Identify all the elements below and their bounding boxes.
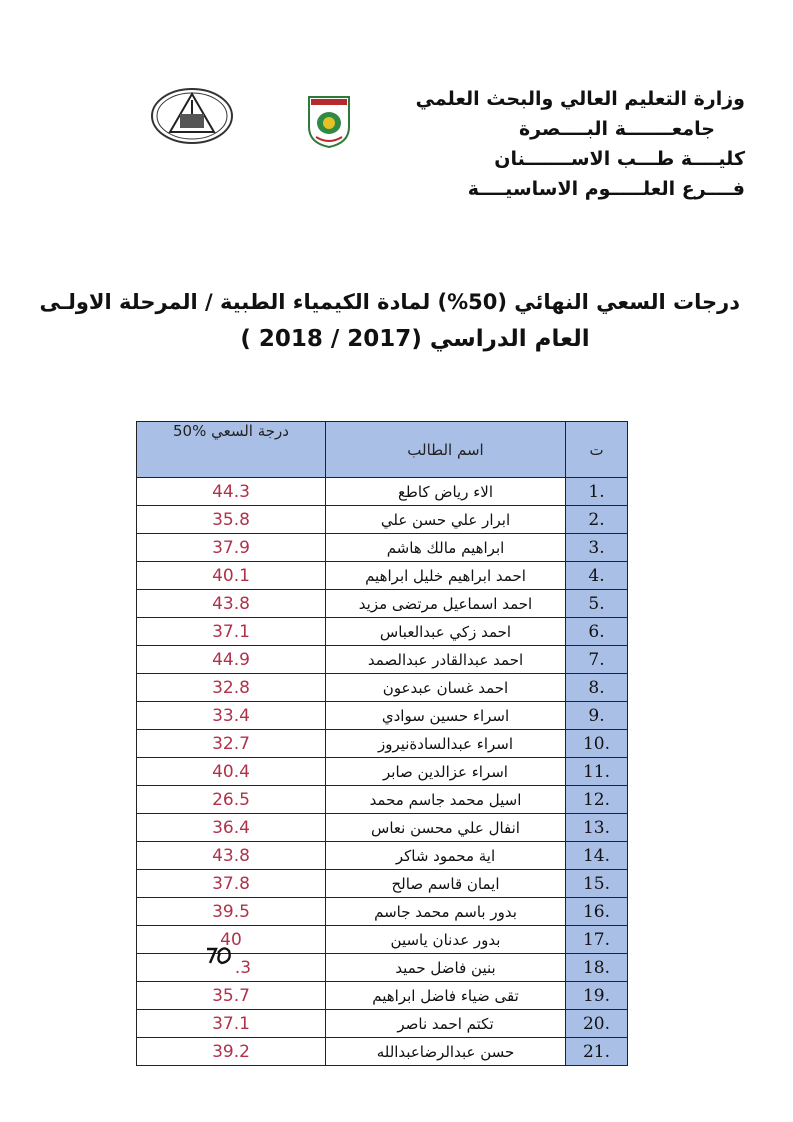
table-row	[137, 590, 628, 618]
row-number-cell: 19.	[566, 982, 628, 1010]
grade-cell: 43.8	[137, 590, 326, 618]
student-name-cell: الاء رياض كاطع	[326, 478, 566, 506]
grade-cell: 40	[137, 926, 326, 954]
grade-cell: 43.8	[137, 842, 326, 870]
table-row	[137, 1010, 628, 1038]
student-name-cell: احمد عبدالقادر عبدالصمد	[326, 646, 566, 674]
table-row	[137, 982, 628, 1010]
grade-cell: 26.5	[137, 786, 326, 814]
table-row	[137, 870, 628, 898]
row-number-cell: 11.	[566, 758, 628, 786]
grade-cell: 44.3	[137, 478, 326, 506]
table-header-row	[137, 422, 628, 478]
grade-cell: 32.8	[137, 674, 326, 702]
university-line: جامعـــــــة البــــصرة	[518, 118, 715, 140]
student-name-cell: ابرار علي حسن علي	[326, 506, 566, 534]
row-number-cell: 20.	[566, 1010, 628, 1038]
grades-table	[136, 421, 628, 1066]
grade-cell: 35.8	[137, 506, 326, 534]
academic-year: العام الدراسي (2017 / 2018 )	[240, 326, 590, 352]
grade-cell: 40.1	[137, 562, 326, 590]
institution-header	[415, 84, 745, 204]
row-number-cell: 5.	[566, 590, 628, 618]
row-number-cell: 9.	[566, 702, 628, 730]
row-number-cell: 18.	[566, 954, 628, 982]
grade-cell: 35.7	[137, 982, 326, 1010]
table-row	[137, 730, 628, 758]
grade-cell: 33.4	[137, 702, 326, 730]
table-row	[137, 898, 628, 926]
college-logo	[150, 86, 234, 146]
row-number-cell: 6.	[566, 618, 628, 646]
grade-cell: 39.5	[137, 898, 326, 926]
department-line: فــــرع العلـــــوم الاساسيــــة	[467, 178, 745, 200]
grade-cell: 36.4	[137, 814, 326, 842]
row-number-cell: 7.	[566, 646, 628, 674]
grade-cell: 37.8	[137, 870, 326, 898]
student-name-cell: بدور باسم محمد جاسم	[326, 898, 566, 926]
row-number-cell: 21.	[566, 1038, 628, 1066]
grade-cell: 37.1	[137, 618, 326, 646]
ministry-line: وزارة التعليم العالي والبحث العلمي	[415, 88, 745, 110]
student-name-cell: ايمان قاسم صالح	[326, 870, 566, 898]
grade-cell: 37.1	[137, 1010, 326, 1038]
table-row	[137, 1038, 628, 1066]
student-name-cell: اية محمود شاكر	[326, 842, 566, 870]
table-row	[137, 674, 628, 702]
university-emblem	[306, 93, 352, 149]
table-row	[137, 646, 628, 674]
grade-cell: 39.2	[137, 1038, 326, 1066]
college-line: كليــــة طـــب الاســـــــنان	[494, 148, 745, 170]
student-name-cell: ابراهيم مالك هاشم	[326, 534, 566, 562]
student-name-cell: احمد اسماعيل مرتضى مزيد	[326, 590, 566, 618]
row-number-cell: 1.	[566, 478, 628, 506]
table-row	[137, 562, 628, 590]
table-row	[137, 786, 628, 814]
document-title: درجات السعي النهائي (50%) لمادة الكيمياء الطبية / المرحلة الاولـى	[39, 290, 740, 314]
handwritten-correction	[204, 943, 234, 967]
row-number-cell: 17.	[566, 926, 628, 954]
student-name-cell: اسراء حسين سوادي	[326, 702, 566, 730]
grade-cell: 37.9	[137, 534, 326, 562]
student-name-cell: انفال علي محسن نعاس	[326, 814, 566, 842]
student-name-cell: اسراء عبدالسادةنيروز	[326, 730, 566, 758]
grade-cell: .3	[137, 954, 326, 982]
grade-cell: 44.9	[137, 646, 326, 674]
row-number-cell: 3.	[566, 534, 628, 562]
grade-cell: 40.4	[137, 758, 326, 786]
row-number-cell: 2.	[566, 506, 628, 534]
student-name-cell: اسراء عزالدين صابر	[326, 758, 566, 786]
table-row	[137, 814, 628, 842]
row-number-cell: 10.	[566, 730, 628, 758]
student-name-cell: احمد زكي عبدالعباس	[326, 618, 566, 646]
name-column-header: اسم الطالب	[326, 422, 566, 478]
row-number-cell: 14.	[566, 842, 628, 870]
row-number-cell: 12.	[566, 786, 628, 814]
table-row	[137, 758, 628, 786]
row-number-cell: 13.	[566, 814, 628, 842]
student-name-cell: بنين فاضل حميد	[326, 954, 566, 982]
table-row	[137, 478, 628, 506]
student-name-cell: تقى ضياء فاضل ابراهيم	[326, 982, 566, 1010]
table-row	[137, 702, 628, 730]
table-row	[137, 506, 628, 534]
student-name-cell: بدور عدنان ياسين	[326, 926, 566, 954]
student-name-cell: اسيل محمد جاسم محمد	[326, 786, 566, 814]
row-number-cell: 16.	[566, 898, 628, 926]
number-column-header: ت	[566, 422, 628, 478]
student-name-cell: احمد ابراهيم خليل ابراهيم	[326, 562, 566, 590]
student-name-cell: حسن عبدالرضاعبدالله	[326, 1038, 566, 1066]
table-row	[137, 534, 628, 562]
table-row	[137, 842, 628, 870]
grade-cell: 32.7	[137, 730, 326, 758]
grade-column-header: درجة السعي %50	[137, 422, 326, 478]
row-number-cell: 4.	[566, 562, 628, 590]
row-number-cell: 15.	[566, 870, 628, 898]
student-name-cell: احمد غسان عبدعون	[326, 674, 566, 702]
table-row	[137, 618, 628, 646]
row-number-cell: 8.	[566, 674, 628, 702]
student-name-cell: تكتم احمد ناصر	[326, 1010, 566, 1038]
